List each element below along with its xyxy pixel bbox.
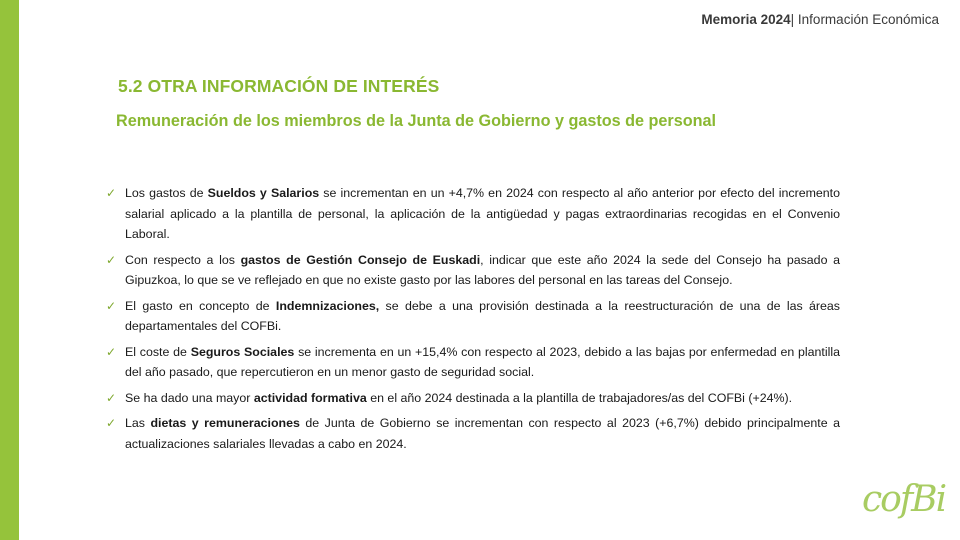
header-section: Información Económica [794, 12, 939, 27]
checkmark-icon: ✓ [106, 186, 117, 200]
checkmark-icon: ✓ [106, 298, 117, 313]
report-year: Memoria 2024 [701, 12, 791, 27]
checkmark-icon: ✓ [106, 344, 117, 359]
bullet-item [106, 342, 840, 383]
bullet-text-pre: Con respecto a los [125, 252, 241, 267]
bullet-text-pre: Las [125, 416, 151, 430]
bullet-text-post: se incrementan en un +4,7% en 2024 con respecto al año anterior por efecto del incremento salarial aplicado a la plantilla de personal, la aplicación de la antigüedad y pagas extraordinarias recogidas en el Convenio Laboral. [125, 186, 841, 241]
bullet-text-post: , indicar que este año 2024 la sede del Consejo ha pasado a Gipuzkoa, lo que se ve reflejado en que no existe gasto por las labores del personal en las tareas del Consejo. [125, 252, 840, 287]
bullet-text-bold: Seguros Sociales [190, 344, 295, 359]
header-separator: | [790, 12, 795, 27]
checkmark-icon: ✓ [106, 252, 117, 267]
bullet-item [106, 388, 840, 409]
bullet-text-pre: Se ha dado una mayor [125, 390, 254, 405]
checkmark-icon: ✓ [106, 416, 117, 430]
bullet-text-pre: El coste de [125, 344, 191, 359]
bullet-text-bold: actividad formativa [253, 390, 367, 405]
bullet-item [106, 183, 840, 245]
section-subtitle: Remuneración de los miembros de la Junta de Gobierno y gastos de personal [116, 112, 716, 130]
bullet-text-bold: Sueldos y Salarios [207, 186, 320, 200]
bullet-text-post: de Junta de Gobierno se incrementan con respecto al 2023 (+6,7%) debido principalmente a actualizaciones salariales llevadas a cabo en 2024. [125, 416, 841, 451]
accent-sidebar-bar [0, 0, 19, 540]
page-header [701, 12, 939, 27]
bullet-item [106, 296, 840, 337]
bullet-text-bold: dietas y remuneraciones [150, 416, 300, 430]
bullet-text-bold: Indemnizaciones, [275, 298, 380, 313]
logo-text: cofBi [862, 479, 946, 520]
section-title: 5.2 OTRA INFORMACIÓN DE INTERÉS [118, 76, 440, 96]
bullet-text-post: se debe a una provisión destinada a la reestructuración de una de las áreas departamentales del COFBi. [125, 298, 840, 333]
bullet-text-bold: gastos de Gestión Consejo de Euskadi [240, 252, 481, 267]
bullet-item [106, 413, 840, 454]
cofbi-logo [862, 440, 946, 520]
checkmark-icon: ✓ [106, 390, 117, 405]
bullet-list [106, 183, 840, 459]
bullet-text-post: se incrementa en un +15,4% con respecto al 2023, debido a las bajas por enfermedad en plantilla del año pasado, que repercutieron en un menor gasto de seguridad social. [125, 344, 840, 379]
bullet-text-pre: Los gastos de [125, 186, 208, 200]
bullet-item [106, 250, 840, 291]
bullet-text-pre: El gasto en concepto de [125, 298, 276, 313]
bullet-text-post: en el año 2024 destinada a la plantilla de trabajadores/as del COFBi (+24%). [366, 390, 793, 405]
